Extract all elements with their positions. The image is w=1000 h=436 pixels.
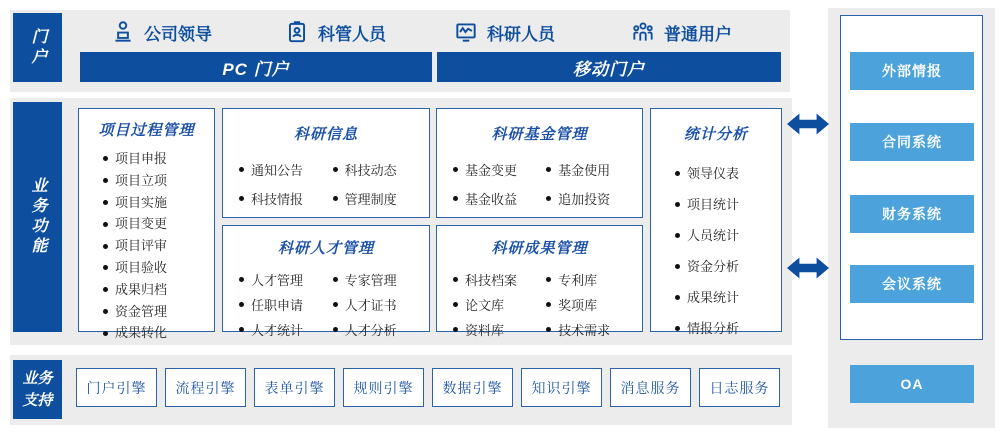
- bullet-icon: [546, 327, 551, 332]
- bullet-icon: [103, 309, 108, 314]
- portal-section-label: [13, 13, 62, 82]
- bullet-icon: [675, 233, 680, 238]
- users-icon: [630, 19, 656, 45]
- list-item: 成果统计: [675, 282, 781, 313]
- bullet-icon: [103, 200, 108, 205]
- list-item: 科技档案: [453, 270, 546, 289]
- list-item: 人才统计: [239, 320, 333, 339]
- bullet-icon: [103, 178, 108, 183]
- box-project-process: [78, 108, 215, 341]
- bullet-icon: [333, 327, 338, 332]
- pc-portal-bar: [80, 52, 432, 82]
- bullet-icon: [546, 167, 551, 172]
- monitor-icon: [453, 19, 479, 45]
- list-item: 科技动态: [333, 160, 419, 179]
- box-statistics: [650, 108, 782, 336]
- user-type-label: 科研人员: [487, 24, 555, 44]
- list-item: 成果转化: [103, 322, 214, 344]
- bullet-icon: [546, 302, 551, 307]
- list-item: 项目统计: [675, 189, 781, 220]
- mobile-portal-label: 移动门户: [573, 59, 645, 79]
- list-item: 成果归档: [103, 279, 214, 301]
- bullet-icon: [453, 196, 458, 201]
- box-title: 科研基金管理: [491, 126, 588, 143]
- bullet-icon: [333, 196, 338, 201]
- bullet-icon: [546, 277, 551, 282]
- bullet-icon: [103, 156, 108, 161]
- support-section-label: [13, 360, 62, 419]
- bullet-icon: [239, 277, 244, 282]
- bullet-icon: [103, 331, 108, 336]
- list-item: 项目验收: [103, 257, 214, 279]
- user-type-label: 普通用户: [664, 24, 732, 44]
- bullet-icon: [675, 171, 680, 176]
- list-item: 项目变更: [103, 213, 214, 235]
- badge-icon: [284, 19, 310, 45]
- bullet-icon: [333, 167, 338, 172]
- list-item: 通知公告: [239, 160, 333, 179]
- user-type-general: [630, 19, 732, 45]
- list-item: 基金使用: [546, 160, 632, 179]
- list-item: 人员统计: [675, 220, 781, 251]
- bullet-icon: [333, 302, 338, 307]
- system-oa: OA: [850, 365, 974, 403]
- system-meeting: 会议系统: [850, 265, 974, 303]
- box-fund-management: [436, 108, 643, 218]
- box-achievement-management: [436, 225, 643, 338]
- list-item: 领导仪表: [675, 158, 781, 189]
- list-item: 奖项库: [546, 295, 632, 314]
- list-item: 任职申请: [239, 295, 333, 314]
- box-title: 统计分析: [683, 126, 748, 143]
- list-item: 资金管理: [103, 301, 214, 323]
- bullet-icon: [333, 277, 338, 282]
- engine-rule: 规则引擎: [343, 368, 424, 407]
- list-item: 人才管理: [239, 270, 333, 289]
- portal-section-label-text: 门户: [29, 27, 46, 68]
- business-section-label-text: 业务功能: [29, 177, 46, 257]
- list-item: 项目立项: [103, 170, 214, 192]
- engine-data: 数据引擎: [432, 368, 513, 407]
- system-finance: 财务系统: [850, 195, 974, 233]
- bullet-icon: [675, 202, 680, 207]
- user-type-researcher: [453, 19, 555, 45]
- system-external-intel: 外部情报: [850, 52, 974, 90]
- user-type-manager: [284, 19, 386, 45]
- list-item: 人才分析: [333, 320, 419, 339]
- mobile-portal-bar: [437, 52, 781, 82]
- bullet-icon: [546, 196, 551, 201]
- bullet-icon: [675, 295, 680, 300]
- bullet-icon: [675, 264, 680, 269]
- bullet-icon: [103, 244, 108, 249]
- user-type-label: 科管人员: [318, 24, 386, 44]
- leader-icon: [110, 19, 136, 45]
- bullet-icon: [453, 302, 458, 307]
- box-title: 科研信息: [293, 126, 358, 143]
- box-title: 科研成果管理: [491, 240, 588, 257]
- list-item: 人才证书: [333, 295, 419, 314]
- list-item: 情报分析: [675, 313, 781, 344]
- bullet-icon: [239, 327, 244, 332]
- list-item: 资料库: [453, 320, 546, 339]
- double-arrow-icon: [787, 254, 829, 282]
- list-item: 项目申报: [103, 148, 214, 170]
- business-section-label: [13, 102, 62, 332]
- list-item: 基金变更: [453, 160, 546, 179]
- user-type-label: 公司领导: [144, 24, 212, 44]
- list-item: 专利库: [546, 270, 632, 289]
- list-item: 科技情报: [239, 189, 333, 208]
- box-title: 科研人才管理: [277, 240, 374, 257]
- list-item: 专家管理: [333, 270, 419, 289]
- list-item: 技术需求: [546, 320, 632, 339]
- list-item: 资金分析: [675, 251, 781, 282]
- bullet-icon: [453, 327, 458, 332]
- list-item: 追加投资: [546, 189, 632, 208]
- bullet-icon: [103, 287, 108, 292]
- bullet-icon: [239, 167, 244, 172]
- list-item: 项目评审: [103, 235, 214, 257]
- list-item: 管理制度: [333, 189, 419, 208]
- list-item: 项目实施: [103, 192, 214, 214]
- bullet-icon: [675, 326, 680, 331]
- bullet-icon: [239, 196, 244, 201]
- service-message: 消息服务: [610, 368, 691, 407]
- bullet-icon: [453, 277, 458, 282]
- bullet-icon: [103, 265, 108, 270]
- box-research-info: [222, 108, 430, 218]
- system-contract: 合同系统: [850, 123, 974, 161]
- list-item: 基金收益: [453, 189, 546, 208]
- engine-form: 表单引擎: [254, 368, 335, 407]
- engine-process: 流程引擎: [165, 368, 246, 407]
- pc-portal-label: PC 门户: [222, 59, 290, 79]
- bullet-icon: [103, 222, 108, 227]
- user-type-leader: [110, 19, 212, 45]
- bullet-icon: [453, 167, 458, 172]
- double-arrow-icon: [787, 110, 829, 138]
- bullet-icon: [239, 302, 244, 307]
- box-title: 项目过程管理: [98, 122, 195, 139]
- engine-knowledge: 知识引擎: [521, 368, 602, 407]
- list-item: 论文库: [453, 295, 546, 314]
- box-talent-management: [222, 225, 430, 338]
- engine-portal: 门户引擎: [76, 368, 157, 407]
- support-section-label-text: 业务支持: [22, 369, 53, 409]
- service-log: 日志服务: [699, 368, 780, 407]
